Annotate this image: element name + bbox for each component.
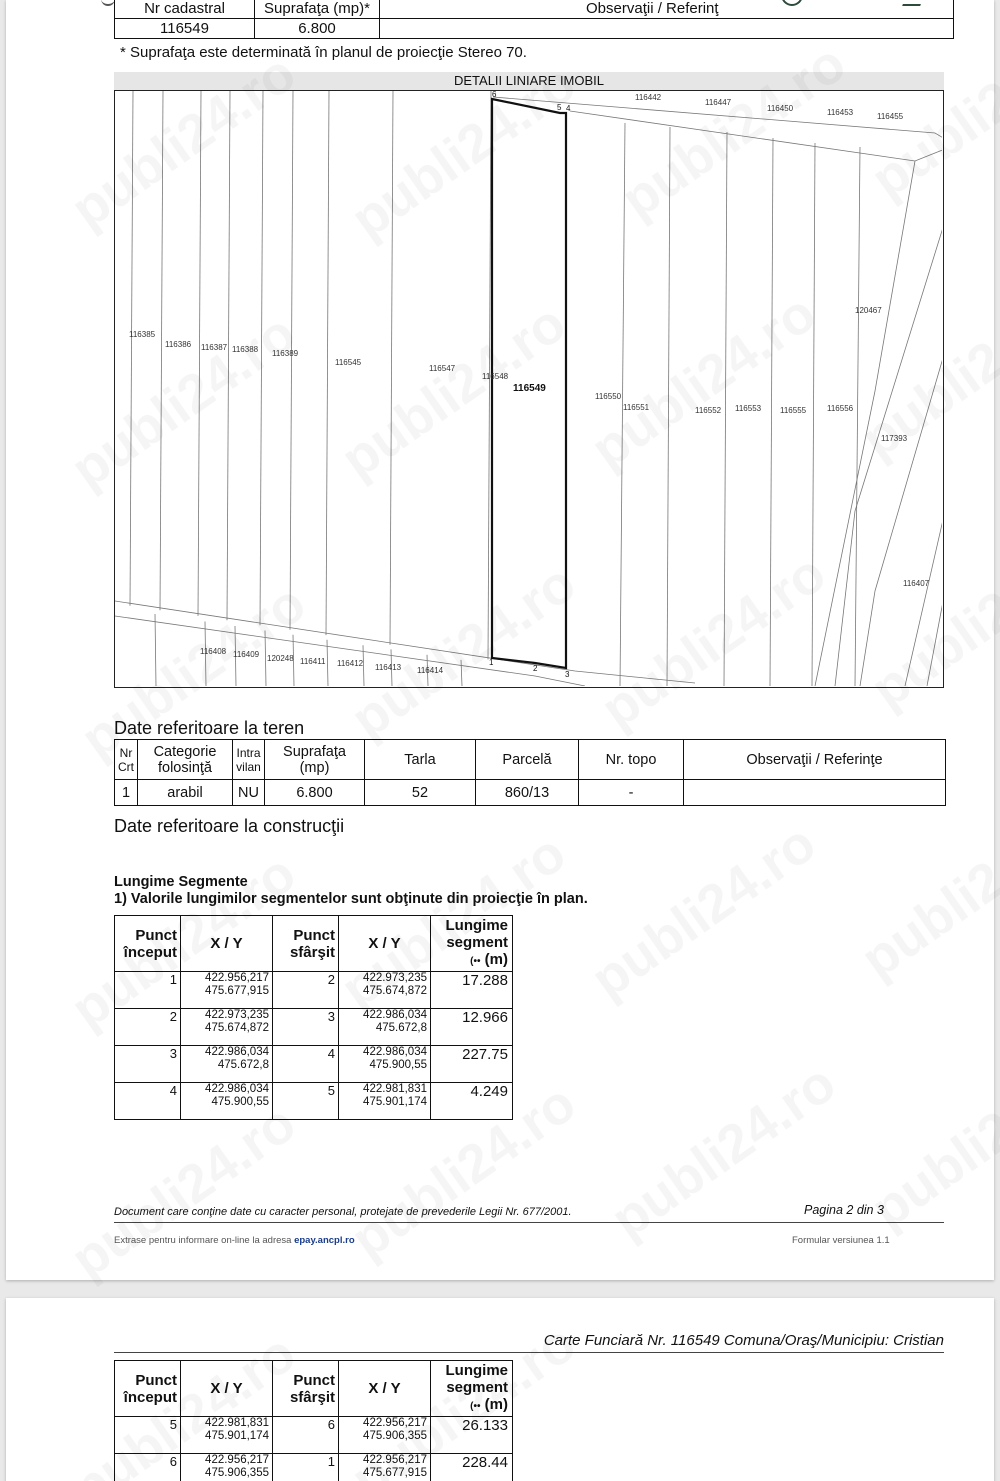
parcel-boundary-line: [815, 161, 915, 686]
parcel-number-label: 120467: [855, 306, 882, 315]
cell-parcela: 860/13: [476, 780, 579, 806]
header-lungime-segment: Lungime segment (•• (m): [431, 916, 513, 972]
parcel-boundary-line: [160, 91, 163, 610]
parcel-boundary-line: [855, 147, 860, 686]
cell-observatii: [380, 19, 954, 39]
parcel-number-label: 116389: [272, 349, 299, 358]
cell-observatii-referinte: [684, 780, 946, 806]
header-tarla: Tarla: [365, 740, 476, 780]
vertex-label: 6: [492, 91, 497, 99]
teren-table: [114, 739, 946, 806]
parcel-number-label: 116555: [780, 406, 807, 415]
header-xy-end: X / Y: [339, 916, 431, 972]
parcel-number-label: 116545: [335, 358, 362, 367]
segment-row: [115, 1009, 513, 1046]
parcel-boundary-line: [227, 91, 230, 620]
header-lungime-segment: Lungime segment (•• (m): [431, 1361, 513, 1417]
parcel-number-label: 116547: [429, 364, 456, 373]
header-punct-inceput: Punct început: [115, 1361, 181, 1417]
segment-row: [115, 1046, 513, 1083]
cell-suprafata: 6.800: [255, 19, 380, 39]
parcel-number-label: 116409: [233, 650, 260, 659]
parcel-boundary-line: [198, 91, 201, 616]
header-nr-crt: Nr Crt: [115, 740, 138, 780]
parcel-boundary-line: [130, 91, 133, 606]
segment-start-point: 1: [115, 972, 181, 1009]
cell-suprafata-mp: 6.800: [265, 780, 365, 806]
parcel-boundary-line: [265, 631, 266, 687]
document-page-2: [6, 0, 994, 1280]
segment-end-point: 6: [273, 1417, 339, 1454]
segment-row: [115, 972, 513, 1009]
header-nr-cadastral: Nr cadastral: [115, 0, 255, 19]
parcel-map: [114, 90, 944, 688]
segment-start-coords: 422.986,034 475.900,55: [181, 1083, 273, 1120]
cell-categorie: arabil: [138, 780, 233, 806]
parcel-boundary-line: [155, 614, 156, 686]
segment-start-point: 5: [115, 1417, 181, 1454]
segment-row: [115, 1417, 513, 1454]
cadastral-table: [114, 0, 954, 39]
header-suprafata-mp: Suprafaţa (mp): [265, 740, 365, 780]
footer-page-number: Pagina 2 din 3: [804, 1203, 884, 1217]
segment-start-point: 4: [115, 1083, 181, 1120]
header-observatii-referinte: Observaţii / Referinţe: [684, 740, 946, 780]
vertex-label: 5: [557, 103, 562, 112]
parcel-number-label: 116453: [827, 108, 854, 117]
cell-tarla: 52: [365, 780, 476, 806]
parcel-boundary-line: [724, 132, 727, 686]
vertex-label: 3: [565, 670, 570, 679]
road-edge-line: [115, 616, 585, 686]
segment-start-coords: 422.986,034 475.672,8: [181, 1046, 273, 1083]
parcel-boundary-line: [927, 591, 942, 686]
parcel-number-label: 116385: [129, 330, 156, 339]
header-punct-sfarsit: Punct sfârşit: [273, 916, 339, 972]
segment-row: [115, 1083, 513, 1120]
segment-end-point: 2: [273, 972, 339, 1009]
segment-length: 228.44: [431, 1454, 513, 1481]
cell-intravilan: NU: [233, 780, 265, 806]
segment-length: 17.288: [431, 972, 513, 1009]
header-observatii: Observaţii / Referinţ: [380, 0, 954, 19]
parcel-number-label: 116407: [903, 579, 930, 588]
parcel-boundary-line: [260, 91, 263, 625]
segment-end-coords: 422.986,034 475.900,55: [339, 1046, 431, 1083]
segment-length: 12.966: [431, 1009, 513, 1046]
segment-start-coords: 422.956,217 475.677,915: [181, 972, 273, 1009]
parcel-number-label: 120248: [267, 654, 294, 663]
header-intravilan: Intra vilan: [233, 740, 265, 780]
cell-nr-cadastral: 116549: [115, 19, 255, 39]
segment-end-coords: 422.986,034 475.672,8: [339, 1009, 431, 1046]
segment-end-coords: 422.973,235 475.674,872: [339, 972, 431, 1009]
segment-length: 26.133: [431, 1417, 513, 1454]
segment-end-coords: 422.956,217 475.906,355: [339, 1417, 431, 1454]
vertex-label: 1: [489, 658, 494, 667]
parcel-number-label: 116550: [595, 392, 622, 401]
segments-table: [114, 915, 513, 1120]
map-title: DETALII LINIARE IMOBIL: [114, 72, 944, 90]
parcel-number-label: 116413: [375, 663, 402, 672]
parcel-boundary-line: [860, 351, 942, 686]
footer-extract-note: Extrase pentru informare on-line la adresa epay.ancpl.ro: [114, 1235, 355, 1246]
segment-start-coords: 422.956,217 475.906,355: [181, 1454, 273, 1481]
parcel-boundary-line: [461, 660, 462, 686]
segment-start-point: 2: [115, 1009, 181, 1046]
main-parcel-label: 116549: [513, 383, 546, 394]
parcel-number-label: 116386: [165, 340, 192, 349]
segments-subtitle: 1) Valorile lungimilor segmentelor sunt obţinute din proiecţie în plan.: [114, 891, 588, 907]
footer-legal-note: Document care conţine date cu caracter personal, protejate de prevederile Legii Nr. 677/2001.: [114, 1206, 572, 1218]
parcel-number-label: 116450: [767, 104, 794, 113]
constructii-section-title: Date referitoare la construcţii: [114, 816, 345, 836]
header-xy-start: X / Y: [181, 916, 273, 972]
header-punct-inceput: Punct început: [115, 916, 181, 972]
segment-start-point: 6: [115, 1454, 181, 1481]
vertex-label: 4: [566, 104, 571, 113]
header-categorie: Categorie folosinţă: [138, 740, 233, 780]
parcel-boundary-line: [905, 511, 942, 686]
parcel-number-label: 116552: [695, 406, 722, 415]
header-suprafata: Suprafaţa (mp)*: [255, 0, 380, 19]
segment-length: 227.75: [431, 1046, 513, 1083]
cell-nr-crt: 1: [115, 780, 138, 806]
segment-row: [115, 1454, 513, 1481]
parcel-number-label: 116408: [200, 647, 227, 656]
parcel-number-label: 116412: [337, 659, 364, 668]
segment-length: 4.249: [431, 1083, 513, 1120]
parcel-number-label: 116553: [735, 404, 762, 413]
parcel-number-label: 116556: [827, 404, 854, 413]
parcel-number-label: 116551: [623, 403, 650, 412]
header-parcela: Parcelă: [476, 740, 579, 780]
parcel-number-label: 116414: [417, 666, 444, 675]
header-xy-start: X / Y: [181, 1361, 273, 1417]
segment-end-point: 3: [273, 1009, 339, 1046]
parcel-boundary-line: [812, 143, 815, 686]
segment-end-coords: 422.981,831 475.901,174: [339, 1083, 431, 1120]
parcel-number-label: 116388: [232, 345, 259, 354]
header-nr-topo: Nr. topo: [579, 740, 684, 780]
segment-start-coords: 422.973,235 475.674,872: [181, 1009, 273, 1046]
header-decoration: [101, 0, 115, 6]
segment-start-point: 3: [115, 1046, 181, 1083]
epay-link[interactable]: epay.ancpl.ro: [294, 1235, 355, 1246]
parcel-number-label: 116455: [877, 112, 904, 121]
segment-end-point: 1: [273, 1454, 339, 1481]
page-header-divider: [114, 1352, 944, 1353]
parcel-boundary-line: [326, 91, 329, 635]
parcel-number-label: 116387: [201, 343, 228, 352]
parcel-boundary-line: [290, 91, 293, 630]
cell-nr-topo: -: [579, 780, 684, 806]
footer-version: Formular versiunea 1.1: [792, 1235, 890, 1246]
header-punct-sfarsit: Punct sfârşit: [273, 1361, 339, 1417]
parcel-boundary-line: [390, 91, 393, 645]
parcel-number-label: 116442: [635, 93, 662, 102]
document-page-3: [6, 1298, 994, 1481]
teren-section-title: Date referitoare la teren: [114, 718, 305, 738]
parcel-number-label: 116411: [300, 657, 326, 666]
segments-table-continued: [114, 1360, 513, 1481]
footer-divider: [114, 1222, 944, 1223]
parcel-boundary-line: [667, 127, 670, 686]
parcel-boundary-line: [835, 221, 942, 686]
parcel-boundary-line: [770, 138, 773, 686]
surface-note: * Suprafaţa este determinată în planul de proiecţie Stereo 70.: [120, 44, 527, 61]
segment-end-point: 4: [273, 1046, 339, 1083]
segment-start-coords: 422.981,831 475.901,174: [181, 1417, 273, 1454]
parcel-number-label: 116447: [705, 98, 732, 107]
vertex-label: 2: [533, 664, 538, 673]
segments-title: Lungime Segmente: [114, 874, 248, 890]
header-xy-end: X / Y: [339, 1361, 431, 1417]
road-edge-line: [115, 601, 695, 683]
parcel-number-label: 117393: [881, 434, 908, 443]
parcel-map-drawing: [115, 91, 942, 686]
page-header-carte-funciara: Carte Funciară Nr. 116549 Comuna/Oraş/Municipiu: Cristian: [543, 1332, 944, 1349]
parcel-number-label: 116548: [482, 372, 509, 381]
segment-end-coords: 422.956,217 475.677,915: [339, 1454, 431, 1481]
segment-end-point: 5: [273, 1083, 339, 1120]
